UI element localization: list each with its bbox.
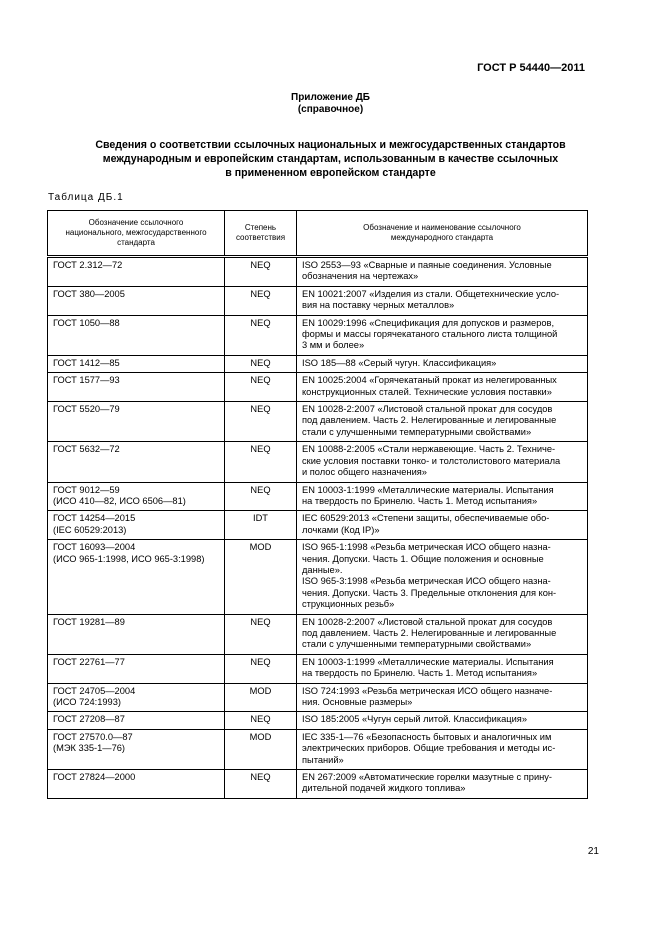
international-standard-line: ские условия поставки тонко- и толстолистового материала (302, 455, 561, 466)
table-row (48, 654, 588, 683)
degree-cell: NEQ (225, 770, 297, 799)
international-standard-line: лочками (Код IP)» (302, 524, 380, 535)
designation-line: ГОСТ 1412—85 (53, 357, 120, 368)
international-standard-line: пытаний» (302, 754, 344, 765)
designation-line: ГОСТ 27208—87 (53, 714, 125, 725)
designation-line: ГОСТ 5520—79 (53, 404, 120, 415)
international-standard-cell (297, 258, 588, 287)
international-standard-line: стали с улучшенными температурными свойствами» (302, 639, 532, 650)
degree-cell: MOD (225, 729, 297, 769)
international-standard-line: ISO 724:1993 «Резьба метрическая ИСО общего назначе- (302, 685, 553, 696)
page-number: 21 (587, 846, 599, 857)
international-standard-line: EN 10021:2007 «Изделия из стали. Общетехнические усло- (302, 288, 560, 299)
designation-line: (МЭК 335-1—76) (53, 743, 126, 754)
international-standard-line: чения. Допуски. Часть 1. Общие положения и основные (302, 553, 544, 564)
degree-cell: NEQ (225, 442, 297, 482)
designation-line: (ИСО 965-1:1998, ИСО 965-3:1998) (53, 553, 205, 564)
designation-line: (IEC 60529:2013) (53, 524, 127, 535)
column-header-international (297, 211, 588, 256)
designation-cell (48, 402, 225, 442)
international-standard-cell (297, 729, 588, 769)
international-standard-cell (297, 654, 588, 683)
table-row (48, 373, 588, 402)
designation-cell (48, 729, 225, 769)
header-line: Степень (244, 223, 277, 232)
header-line: Обозначение и наименование ссылочного (363, 223, 521, 232)
international-standard-line: дительной подачей жидкого топлива» (302, 783, 466, 794)
international-standard-cell (297, 355, 588, 372)
table-row (48, 355, 588, 372)
designation-cell (48, 683, 225, 712)
annex-title: Приложение ДБ (291, 92, 370, 103)
international-standard-cell (297, 540, 588, 614)
international-standard-line: 3 мм и более» (302, 340, 365, 351)
degree-cell: NEQ (225, 712, 297, 729)
designation-line: ГОСТ 19281—89 (53, 616, 125, 627)
section-title (40, 138, 621, 180)
degree-cell: NEQ (225, 258, 297, 287)
international-standard-line: на твердость по Бринелю. Часть 1. Метод испытания» (302, 495, 538, 506)
designation-line: (ИСО 410—82, ИСО 6506—81) (53, 495, 186, 506)
table-row (48, 315, 588, 355)
degree-cell: NEQ (225, 373, 297, 402)
international-standard-line: IEC 60529:2013 «Степени защиты, обеспечиваемые обо- (302, 513, 550, 524)
table-row (48, 683, 588, 712)
international-standard-cell (297, 683, 588, 712)
international-standard-cell (297, 770, 588, 799)
table-row (48, 402, 588, 442)
table-row (48, 729, 588, 769)
international-standard-line: ния. Основные размеры» (302, 697, 413, 707)
table-row (48, 482, 588, 511)
designation-cell (48, 315, 225, 355)
table-row (48, 770, 588, 799)
international-standard-line: EN 10025:2004 «Горячекатаный прокат из нелегированных (302, 375, 557, 386)
annex-heading (0, 92, 661, 116)
degree-cell: NEQ (225, 654, 297, 683)
international-standard-line: вия на поставку черных металлов» (302, 300, 455, 311)
international-standard-cell (297, 442, 588, 482)
designation-cell (48, 373, 225, 402)
international-standard-line: данные». (302, 564, 343, 575)
degree-cell: NEQ (225, 315, 297, 355)
international-standard-line: ISO 185—88 «Серый чугун. Классификация» (302, 357, 497, 368)
international-standard-line: ISO 185:2005 «Чугун серый литой. Классификация» (302, 714, 527, 725)
degree-cell: MOD (225, 540, 297, 614)
international-standard-cell (297, 712, 588, 729)
international-standard-line: ISO 965-1:1998 «Резьба метрическая ИСО общего назна- (302, 542, 551, 553)
section-title-line: международным и европейским стандартам, использованным в качестве ссылочных (102, 153, 559, 165)
header-line: международного стандарта (390, 233, 494, 242)
international-standard-line: обозначения на чертежах» (302, 271, 419, 282)
designation-cell (48, 258, 225, 287)
table-row (48, 442, 588, 482)
designation-cell (48, 511, 225, 540)
table-row (48, 258, 588, 287)
designation-line: ГОСТ 24705—2004 (53, 685, 136, 696)
international-standard-cell (297, 482, 588, 511)
table-row (48, 712, 588, 729)
international-standard-line: конструкционных сталей. Технические условия поставки» (302, 386, 552, 397)
international-standard-line: EN 10028-2:2007 «Листовой стальной прокат для сосудов (302, 404, 553, 415)
designation-cell (48, 442, 225, 482)
section-title-line: Сведения о соответствии ссылочных национальных и межгосударственных стандартов (95, 139, 566, 151)
designation-cell (48, 614, 225, 654)
designation-line: ГОСТ 27570.0—87 (53, 731, 133, 742)
header-line: национального, межгосударственного (65, 228, 207, 237)
international-standard-cell (297, 373, 588, 402)
table-row (48, 540, 588, 614)
column-header-degree (225, 211, 297, 256)
international-standard-line: ISO 965-3:1998 «Резьба метрическая ИСО общего назна- (302, 576, 551, 587)
international-standard-line: на твердость по Бринелю. Часть 1. Метод испытания» (302, 668, 538, 679)
degree-cell: NEQ (225, 355, 297, 372)
international-standard-cell (297, 511, 588, 540)
international-standard-line: стали с улучшенными температурными свойствами» (302, 426, 532, 437)
international-standard-line: IEC 335-1—76 «Безопасность бытовых и аналогичных им (302, 731, 552, 742)
designation-line: ГОСТ 14254—2015 (53, 513, 136, 524)
designation-line: ГОСТ 2.312—72 (53, 260, 123, 270)
header-line: стандарта (117, 238, 155, 247)
designation-line: ГОСТ 5632—72 (53, 444, 120, 455)
international-standard-line: электрических приборов. Общие требования и методы ис- (302, 743, 556, 754)
international-standard-line: струкционных резьб» (302, 599, 395, 610)
international-standard-cell (297, 286, 588, 315)
column-header-designation (48, 211, 225, 256)
designation-cell (48, 540, 225, 614)
designation-cell (48, 712, 225, 729)
designation-cell (48, 654, 225, 683)
international-standard-line: под давлением. Часть 2. Нелегированные и легированные (302, 415, 557, 426)
international-standard-line: EN 10028-2:2007 «Листовой стальной прокат для сосудов (302, 616, 553, 627)
annex-subtitle: (справочное) (297, 104, 364, 115)
correspondence-table (47, 210, 588, 799)
document-designation: ГОСТ Р 54440—2011 (477, 62, 585, 74)
international-standard-cell (297, 402, 588, 442)
international-standard-line: EN 267:2009 «Автоматические горелки мазутные с прину- (302, 772, 553, 783)
table-body (48, 256, 588, 799)
designation-cell (48, 286, 225, 315)
degree-cell: NEQ (225, 402, 297, 442)
table-row (48, 614, 588, 654)
table-row (48, 286, 588, 315)
designation-line: ГОСТ 22761—77 (53, 656, 125, 667)
international-standard-cell (297, 614, 588, 654)
international-standard-line: под давлением. Часть 2. Нелегированные и легированные (302, 627, 557, 638)
designation-line: (ИСО 724:1993) (53, 697, 121, 707)
designation-cell (48, 482, 225, 511)
international-standard-line: формы и массы горячекатаного стального листа толщиной (302, 329, 558, 340)
degree-cell: NEQ (225, 614, 297, 654)
header-line: Обозначение ссылочного (88, 218, 184, 227)
designation-line: ГОСТ 9012—59 (53, 484, 120, 495)
designation-cell (48, 770, 225, 799)
international-standard-cell (297, 315, 588, 355)
section-title-line: в примененном европейском стандарте (225, 167, 436, 179)
designation-line: ГОСТ 27824—2000 (53, 772, 136, 783)
designation-line: ГОСТ 1577—93 (53, 375, 120, 386)
international-standard-line: EN 10003-1:1999 «Металлические материалы. Испытания (302, 656, 554, 667)
international-standard-line: и полос общего назначения» (302, 467, 427, 478)
degree-cell: NEQ (225, 482, 297, 511)
designation-line: ГОСТ 380—2005 (53, 288, 125, 299)
table-row (48, 511, 588, 540)
international-standard-line: чения. Допуски. Часть 3. Предельные отклонения для кон- (302, 587, 557, 598)
designation-cell (48, 355, 225, 372)
header-line: соответствия (235, 233, 286, 242)
degree-cell: MOD (225, 683, 297, 712)
international-standard-line: ISO 2553—93 «Сварные и паяные соединения. Условные (302, 260, 552, 270)
designation-line: ГОСТ 1050—88 (53, 317, 120, 328)
degree-cell: NEQ (225, 286, 297, 315)
table-header-row (48, 211, 588, 256)
degree-cell: IDT (225, 511, 297, 540)
international-standard-line: EN 10088-2:2005 «Стали нержавеющие. Часть 2. Техниче- (302, 444, 556, 455)
table-caption: Таблица ДБ.1 (48, 192, 124, 203)
international-standard-line: EN 10029:1996 «Спецификация для допусков и размеров, (302, 317, 555, 328)
designation-line: ГОСТ 16093—2004 (53, 542, 136, 553)
international-standard-line: EN 10003-1:1999 «Металлические материалы. Испытания (302, 484, 554, 495)
